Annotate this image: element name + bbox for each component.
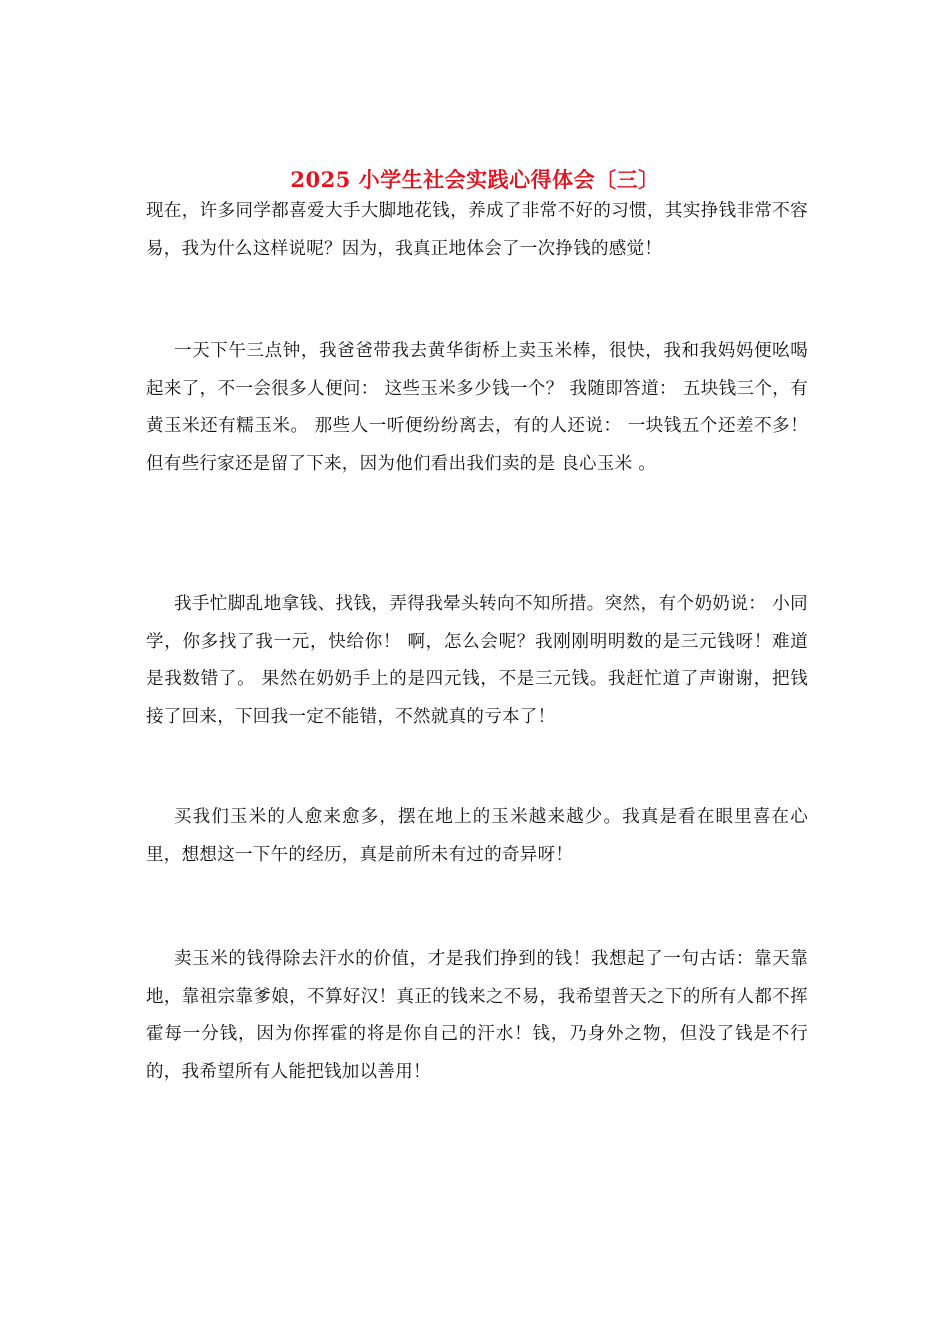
paragraph-intro: 现在，许多同学都喜爱大手大脚地花钱，养成了非常不好的习惯，其实挣钱非常不容易，我为什么这样说呢？因为，我真正地体会了一次挣钱的感觉！: [146, 201, 808, 259]
page-title: 2025 小学生社会实践心得体会〔三〕: [290, 167, 660, 193]
paragraph-conclusion: 卖玉米的钱得除去汗水的价值，才是我们挣到的钱！我想起了一句古话：靠天靠地，靠祖宗靠爹娘，不算好汉！真正的钱来之不易，我希望普天之下的所有人都不挥霍每一分钱，因为你挥霍的将是你自己的汗水！钱，乃身外之物，但没了钱是不行的，我希望所有人能把钱加以善用！: [146, 949, 808, 1082]
paragraph-more-customers: 买我们玉米的人愈来愈多，摆在地上的玉米越来越少。我真是看在眼里喜在心里，想想这一下午的经历，真是前所未有过的奇异呀！: [146, 807, 808, 865]
paragraph-giving-change: 我手忙脚乱地拿钱、找钱，弄得我晕头转向不知所措。突然，有个奶奶说： 小同学，你多找了我一元，快给你！ 啊，怎么会呢？我刚刚明明数的是三元钱呀！难道是我数错了。 果然在奶奶手上的是四元钱，不是三元钱。我赶忙道了声谢谢，把钱接了回来，下回我一定不能错，不然就真的亏本了！: [146, 594, 808, 727]
paragraph-selling-corn: 一天下午三点钟，我爸爸带我去黄华街桥上卖玉米棒，很快，我和我妈妈便吆喝起来了，不一会很多人便问： 这些玉米多少钱一个？ 我随即答道： 五块钱三个，有黄玉米还有糯玉米。 那些人一听便纷纷离去，有的人还说： 一块钱五个还差不多！ 但有些行家还是留了下来，因为他们看出我们卖的是 良心玉米 。: [146, 341, 808, 474]
